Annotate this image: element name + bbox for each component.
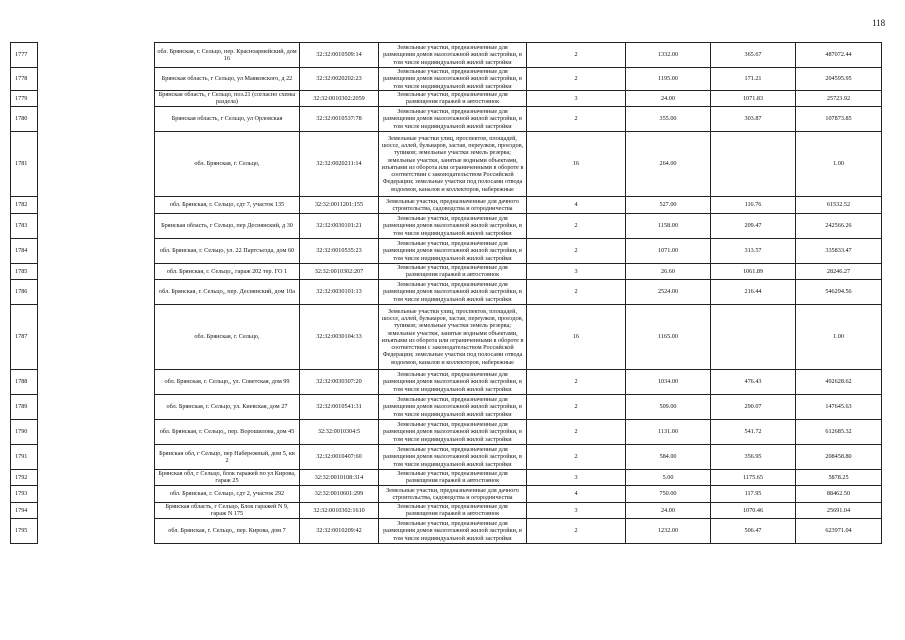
cell-area: 24.00: [626, 502, 711, 518]
cell-area: 1165.00: [626, 304, 711, 369]
cell-cadastral-value: 546294.56: [796, 279, 882, 304]
cell-gap: [38, 106, 155, 131]
cell-specific-value: 506.47: [711, 518, 796, 543]
cell-gap: [38, 369, 155, 394]
cell-cadastral-number: 32:32:0010509:14: [300, 43, 379, 68]
cell-cadastral-value: 1.00: [796, 304, 882, 369]
cell-address: обл. Брянская, г. Сельцо, сдт 2, участок 292: [155, 485, 300, 502]
cell-gap: [38, 502, 155, 518]
cell-land-use-purpose: Земельные участки, предназначенные для дачного строительства, садоводства и огородничества: [379, 196, 527, 213]
cell-group: 3: [527, 502, 626, 518]
cell-cadastral-value: 623971.04: [796, 518, 882, 543]
cell-gap: [38, 196, 155, 213]
cell-group: 2: [527, 238, 626, 263]
cell-address: обл. Брянская, г. Сельцо, ул. Киевская, дом 27: [155, 394, 300, 419]
cell-cadastral-number: 32:32:0010302:207: [300, 263, 379, 279]
table-row: [11, 419, 882, 444]
cell-cadastral-value: 28246.27: [796, 263, 882, 279]
table-row: [11, 469, 882, 485]
cell-specific-value: 303.87: [711, 106, 796, 131]
cell-gap: [38, 444, 155, 469]
table-row: [11, 213, 882, 238]
cell-row-number: 1784: [11, 238, 38, 263]
cell-cadastral-value: 25723.92: [796, 90, 882, 106]
cell-row-number: 1795: [11, 518, 38, 543]
cell-specific-value: 1061.89: [711, 263, 796, 279]
table-row: [11, 106, 882, 131]
cell-address: обл. Брянская, г. Сельцо,: [155, 304, 300, 369]
cell-land-use-purpose: Земельные участки, предназначенные для размещения домов малоэтажной жилой застройки, в том числе индивидуальной жилой застройки: [379, 68, 527, 91]
cell-specific-value: 216.44: [711, 279, 796, 304]
cell-specific-value: 356.95: [711, 444, 796, 469]
cell-row-number: 1790: [11, 419, 38, 444]
cell-cadastral-number: 32:32:0020211:14: [300, 131, 379, 196]
table-row: [11, 196, 882, 213]
cell-area: 1232.00: [626, 518, 711, 543]
cell-gap: [38, 90, 155, 106]
cell-cadastral-number: 32:32:0010407:60: [300, 444, 379, 469]
cell-specific-value: [711, 304, 796, 369]
cell-cadastral-number: 32:32:0010209:42: [300, 518, 379, 543]
cell-cadastral-value: 5878.25: [796, 469, 882, 485]
cell-gap: [38, 469, 155, 485]
cell-row-number: 1777: [11, 43, 38, 68]
cell-area: 509.00: [626, 394, 711, 419]
cell-area: 1071.00: [626, 238, 711, 263]
cell-group: 2: [527, 106, 626, 131]
cell-address: обл. Брянская, г. Сельцо,, пер. Ворошилова, дом 45: [155, 419, 300, 444]
cell-row-number: 1782: [11, 196, 38, 213]
cell-area: 750.00: [626, 485, 711, 502]
cell-land-use-purpose: Земельные участки улиц, проспектов, площадей, шоссе, аллей, бульваров, застав, переулков, проездов, тупиков; земельные участки земель резерва; земельные участки, занятые водными объектами, изъятыми из оборота или ограниченными в обороте в соответствии с законодательством Российской Федерации; земельные участки под полосами отвода водоемов, каналов и коллекторов, набережные: [379, 131, 527, 196]
cell-specific-value: 117.95: [711, 485, 796, 502]
cell-land-use-purpose: Земельные участки, предназначенные для дачного строительства, садоводства и огородничества: [379, 485, 527, 502]
cell-group: 3: [527, 469, 626, 485]
cell-specific-value: 290.07: [711, 394, 796, 419]
table-row: [11, 43, 882, 68]
registry-body: [11, 43, 882, 544]
cell-address: Брянская область, г Сельцо, поз.21 (согласно схемы раздела): [155, 90, 300, 106]
cell-cadastral-value: 487072.44: [796, 43, 882, 68]
cell-row-number: 1789: [11, 394, 38, 419]
cell-area: 1158.00: [626, 213, 711, 238]
cell-cadastral-number: 32:32:0030101:21: [300, 213, 379, 238]
table-row: [11, 369, 882, 394]
cell-specific-value: 476.43: [711, 369, 796, 394]
land-plot-registry-table: [10, 42, 882, 544]
cell-cadastral-number: 32:32:0010537:78: [300, 106, 379, 131]
cell-land-use-purpose: Земельные участки, предназначенные для размещения домов малоэтажной жилой застройки, в том числе индивидуальной жилой застройки: [379, 444, 527, 469]
cell-cadastral-number: 32:32:0020202:23: [300, 68, 379, 91]
cell-area: 2524.00: [626, 279, 711, 304]
cell-specific-value: 313.57: [711, 238, 796, 263]
table-row: [11, 131, 882, 196]
table-row: [11, 263, 882, 279]
table-row: [11, 68, 882, 91]
cell-cadastral-value: 88462.50: [796, 485, 882, 502]
cell-cadastral-value: 242566.26: [796, 213, 882, 238]
cell-specific-value: 116.76: [711, 196, 796, 213]
cell-cadastral-number: 32:32:0010304:5: [300, 419, 379, 444]
cell-cadastral-number: 32:32:0010108:314: [300, 469, 379, 485]
cell-group: 2: [527, 444, 626, 469]
cell-row-number: 1794: [11, 502, 38, 518]
table-row: [11, 394, 882, 419]
cell-gap: [38, 279, 155, 304]
cell-group: 4: [527, 196, 626, 213]
cell-specific-value: 365.67: [711, 43, 796, 68]
cell-row-number: 1788: [11, 369, 38, 394]
cell-row-number: 1779: [11, 90, 38, 106]
cell-specific-value: 1175.65: [711, 469, 796, 485]
cell-group: 16: [527, 304, 626, 369]
cell-gap: [38, 394, 155, 419]
cell-gap: [38, 131, 155, 196]
cell-area: 26.60: [626, 263, 711, 279]
table-row: [11, 502, 882, 518]
cell-gap: [38, 238, 155, 263]
cell-cadastral-value: 612685.32: [796, 419, 882, 444]
cell-address: обл. Брянская, г. Сельцо, ул. 22 Партсъезда, дом 60: [155, 238, 300, 263]
cell-address: обл. Брянская, г. Сельцо, сдт 7, участок 135: [155, 196, 300, 213]
cell-area: 355.00: [626, 106, 711, 131]
cell-cadastral-number: 32:32:0030104:33: [300, 304, 379, 369]
table-row: [11, 304, 882, 369]
cell-area: 1131.00: [626, 419, 711, 444]
cell-gap: [38, 485, 155, 502]
table-row: [11, 279, 882, 304]
cell-address: Брянская область, г Сельцо, пер Деснянский, д 30: [155, 213, 300, 238]
cell-land-use-purpose: Земельные участки, предназначенные для размещения гаражей и автостоянок: [379, 502, 527, 518]
table-row: [11, 444, 882, 469]
cell-cadastral-value: 147645.63: [796, 394, 882, 419]
cell-land-use-purpose: Земельные участки, предназначенные для размещения домов малоэтажной жилой застройки, в том числе индивидуальной жилой застройки: [379, 43, 527, 68]
cell-land-use-purpose: Земельные участки, предназначенные для размещения домов малоэтажной жилой застройки, в том числе индивидуальной жилой застройки: [379, 394, 527, 419]
cell-row-number: 1778: [11, 68, 38, 91]
page-number: 118: [872, 18, 886, 28]
cell-land-use-purpose: Земельные участки, предназначенные для размещения гаражей и автостоянок: [379, 263, 527, 279]
cell-area: 1195.00: [626, 68, 711, 91]
cell-specific-value: [711, 131, 796, 196]
cell-gap: [38, 43, 155, 68]
cell-address: обл. Брянская, г. Сельцо,, гараж 202 тер. ГО 1: [155, 263, 300, 279]
cell-land-use-purpose: Земельные участки, предназначенные для размещения домов малоэтажной жилой застройки, в том числе индивидуальной жилой застройки: [379, 518, 527, 543]
cell-specific-value: 1071.83: [711, 90, 796, 106]
cell-group: 2: [527, 419, 626, 444]
cell-row-number: 1781: [11, 131, 38, 196]
cell-land-use-purpose: Земельные участки, предназначенные для размещения домов малоэтажной жилой застройки, в том числе индивидуальной жилой застройки: [379, 279, 527, 304]
cell-address: Брянская обл, г Сельцо, пер Набережный, дом 5, кв 2: [155, 444, 300, 469]
cell-cadastral-value: 335833.47: [796, 238, 882, 263]
cell-specific-value: 171.21: [711, 68, 796, 91]
cell-cadastral-number: 32:32:0011201:155: [300, 196, 379, 213]
cell-group: 2: [527, 68, 626, 91]
cell-gap: [38, 68, 155, 91]
cell-cadastral-value: 61532.52: [796, 196, 882, 213]
cell-cadastral-number: 32:32:0030307:20: [300, 369, 379, 394]
cell-land-use-purpose: Земельные участки, предназначенные для размещения домов малоэтажной жилой застройки, в том числе индивидуальной жилой застройки: [379, 213, 527, 238]
cell-address: Брянская обл, г Сельцо, блок гаражей по ул Кирова, гараж 25: [155, 469, 300, 485]
cell-group: 2: [527, 394, 626, 419]
cell-row-number: 1791: [11, 444, 38, 469]
cell-row-number: 1792: [11, 469, 38, 485]
cell-gap: [38, 263, 155, 279]
cell-cadastral-number: 32:32:0010541:31: [300, 394, 379, 419]
cell-area: 584.00: [626, 444, 711, 469]
cell-address: обл. Брянская, г. Сельцо, пер. Красноармейский, дом 16: [155, 43, 300, 68]
cell-row-number: 1780: [11, 106, 38, 131]
cell-group: 2: [527, 279, 626, 304]
cell-cadastral-number: 32:32:0010302:2059: [300, 90, 379, 106]
cell-cadastral-number: 32:32:0010601:299: [300, 485, 379, 502]
cell-address: обл. Брянская, г. Сельцо,, пер. Кирова, дом 7: [155, 518, 300, 543]
cell-row-number: 1786: [11, 279, 38, 304]
cell-group: 2: [527, 518, 626, 543]
cell-address: обл. Брянская, г. Сельцо,, ул. Советская, дом 99: [155, 369, 300, 394]
cell-row-number: 1793: [11, 485, 38, 502]
cell-area: 1034.00: [626, 369, 711, 394]
cell-gap: [38, 419, 155, 444]
cell-group: 2: [527, 369, 626, 394]
cell-address: Брянская область, г Сельцо, ул Маяковского, д 22: [155, 68, 300, 91]
cell-area: 1332.00: [626, 43, 711, 68]
cell-cadastral-number: 32:32:0010302:1610: [300, 502, 379, 518]
cell-cadastral-number: 32:32:0010535:23: [300, 238, 379, 263]
cell-group: 2: [527, 43, 626, 68]
cell-cadastral-value: 492628.62: [796, 369, 882, 394]
cell-land-use-purpose: Земельные участки, предназначенные для размещения домов малоэтажной жилой застройки, в том числе индивидуальной жилой застройки: [379, 419, 527, 444]
cell-specific-value: 541.72: [711, 419, 796, 444]
cell-cadastral-value: 204595.95: [796, 68, 882, 91]
cell-group: 3: [527, 90, 626, 106]
cell-cadastral-value: 107873.85: [796, 106, 882, 131]
table-row: [11, 518, 882, 543]
cell-area: 264.00: [626, 131, 711, 196]
cell-cadastral-value: 208458.80: [796, 444, 882, 469]
table-row: [11, 238, 882, 263]
cell-gap: [38, 518, 155, 543]
cell-land-use-purpose: Земельные участки, предназначенные для размещения гаражей и автостоянок: [379, 90, 527, 106]
cell-gap: [38, 213, 155, 238]
cell-group: 16: [527, 131, 626, 196]
cell-area: 5.00: [626, 469, 711, 485]
cell-specific-value: 1070.46: [711, 502, 796, 518]
table-row: [11, 90, 882, 106]
cell-gap: [38, 304, 155, 369]
cell-group: 2: [527, 213, 626, 238]
cell-specific-value: 209.47: [711, 213, 796, 238]
cell-row-number: 1785: [11, 263, 38, 279]
cell-land-use-purpose: Земельные участки, предназначенные для размещения гаражей и автостоянок: [379, 469, 527, 485]
cell-group: 4: [527, 485, 626, 502]
cell-row-number: 1787: [11, 304, 38, 369]
cell-address: обл. Брянская, г. Сельцо,, пер. Деснянский, дом 10а: [155, 279, 300, 304]
cell-land-use-purpose: Земельные участки, предназначенные для размещения домов малоэтажной жилой застройки, в том числе индивидуальной жилой застройки: [379, 106, 527, 131]
cell-land-use-purpose: Земельные участки улиц, проспектов, площадей, шоссе, аллей, бульваров, застав, переулков, проездов, тупиков; земельные участки земель резерва; земельные участки, занятые водными объектами, изъятыми из оборота или ограниченными в обороте в соответствии с законодательством Российской Федерации; земельные участки под полосами отвода водоемов, каналов и коллекторов, набережные: [379, 304, 527, 369]
cell-land-use-purpose: Земельные участки, предназначенные для размещения домов малоэтажной жилой застройки, в том числе индивидуальной жилой застройки: [379, 369, 527, 394]
cell-land-use-purpose: Земельные участки, предназначенные для размещения домов малоэтажной жилой застройки, в том числе индивидуальной жилой застройки: [379, 238, 527, 263]
cell-row-number: 1783: [11, 213, 38, 238]
cell-area: 24.00: [626, 90, 711, 106]
table-row: [11, 485, 882, 502]
cell-cadastral-value: 25691.04: [796, 502, 882, 518]
cell-area: 527.00: [626, 196, 711, 213]
cell-address: обл. Брянская, г. Сельцо,: [155, 131, 300, 196]
cell-address: Брянская область, г Сельцо, ул Орловская: [155, 106, 300, 131]
cell-cadastral-value: 1.00: [796, 131, 882, 196]
cell-cadastral-number: 32:32:0030101:13: [300, 279, 379, 304]
cell-address: Брянская область, г Сельцо, Блок гаражей N 9, гараж N 175: [155, 502, 300, 518]
cell-group: 3: [527, 263, 626, 279]
